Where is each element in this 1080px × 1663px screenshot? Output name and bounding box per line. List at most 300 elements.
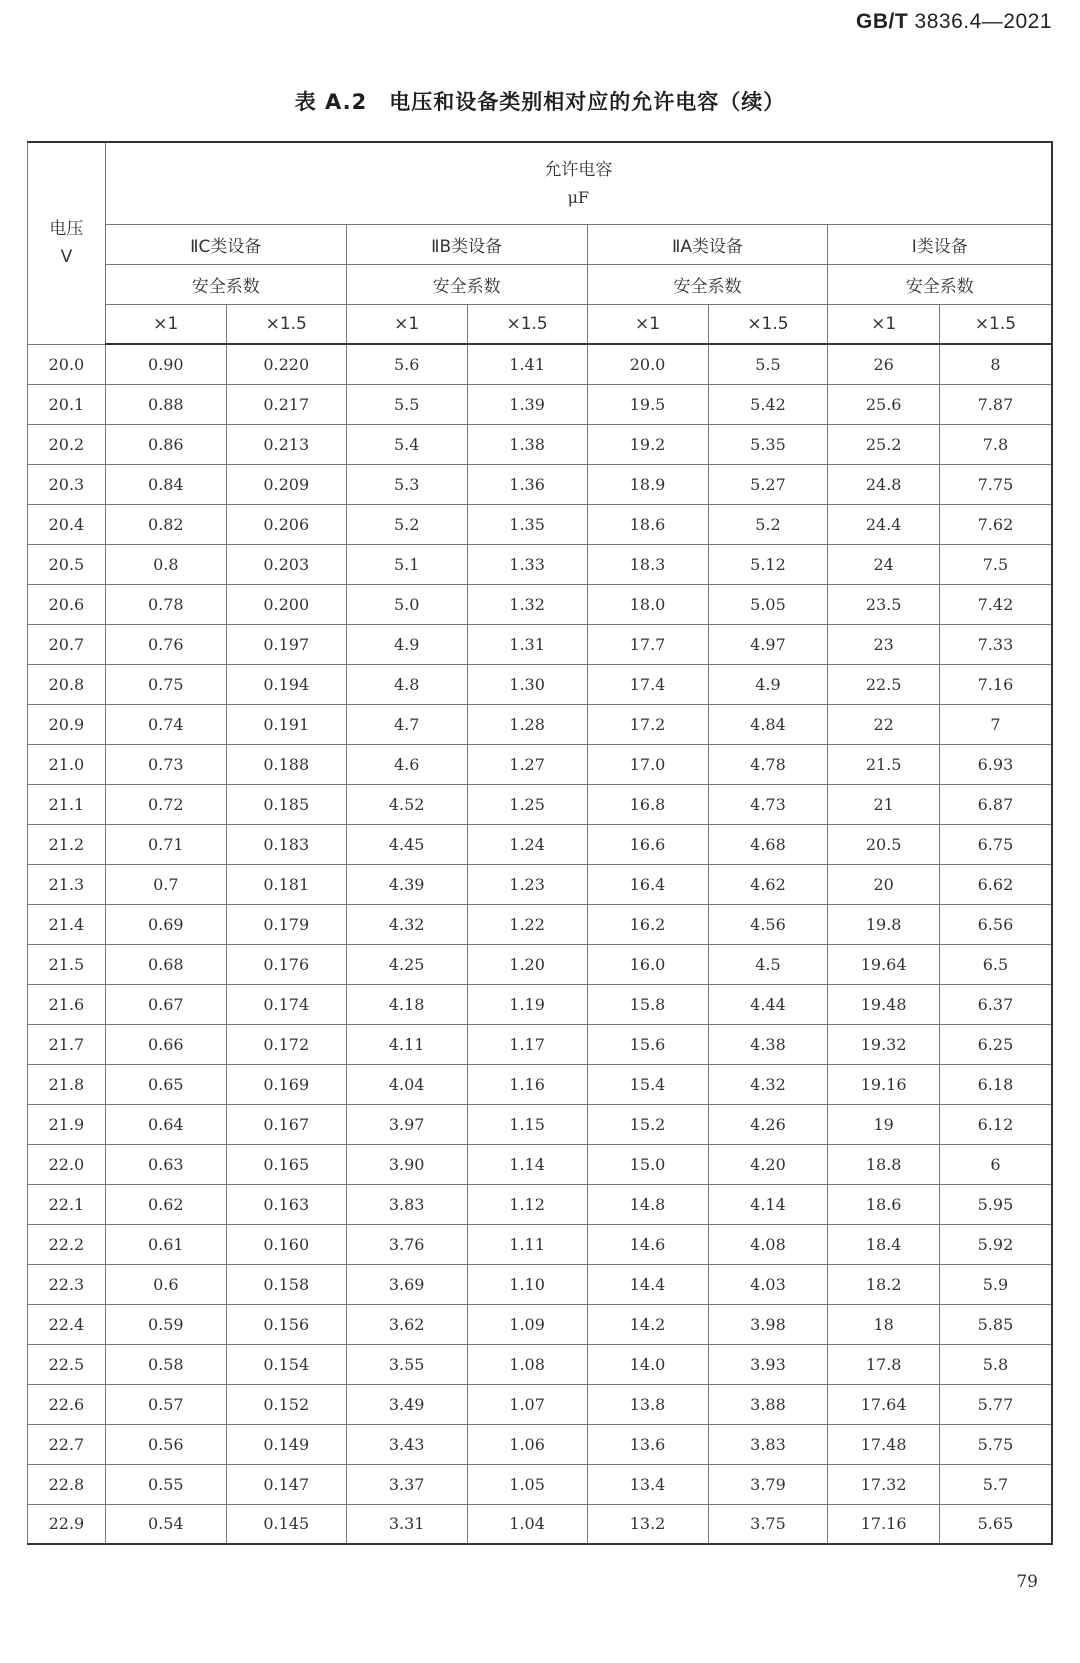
capacitance-cell: 14.4 bbox=[587, 1264, 708, 1304]
capacitance-cell: 0.72 bbox=[105, 784, 226, 824]
capacitance-cell: 1.20 bbox=[467, 944, 587, 984]
voltage-cell: 22.1 bbox=[28, 1184, 106, 1224]
table-row bbox=[28, 1024, 1053, 1064]
capacitance-cell: 1.27 bbox=[467, 744, 587, 784]
capacitance-cell: 1.39 bbox=[467, 384, 587, 424]
capacitance-cell: 0.61 bbox=[105, 1224, 226, 1264]
capacitance-cell: 4.7 bbox=[346, 704, 467, 744]
capacitance-cell: 16.6 bbox=[587, 824, 708, 864]
capacitance-cell: 4.8 bbox=[346, 664, 467, 704]
capacitance-header bbox=[105, 142, 1052, 224]
capacitance-cell: 15.0 bbox=[587, 1144, 708, 1184]
capacitance-cell: 5.12 bbox=[708, 544, 828, 584]
capacitance-cell: 19 bbox=[828, 1104, 939, 1144]
table-row bbox=[28, 904, 1053, 944]
capacitance-cell: 3.31 bbox=[346, 1504, 467, 1544]
capacitance-cell: 0.55 bbox=[105, 1464, 226, 1504]
voltage-cell: 22.3 bbox=[28, 1264, 106, 1304]
capacitance-cell: 5.3 bbox=[346, 464, 467, 504]
capacitance-cell: 0.206 bbox=[226, 504, 346, 544]
table-row bbox=[28, 1184, 1053, 1224]
voltage-cell: 21.4 bbox=[28, 904, 106, 944]
capacitance-cell: 1.41 bbox=[467, 344, 587, 384]
table-row bbox=[28, 784, 1053, 824]
capacitance-cell: 4.68 bbox=[708, 824, 828, 864]
capacitance-cell: 3.62 bbox=[346, 1304, 467, 1344]
capacitance-cell: 0.67 bbox=[105, 984, 226, 1024]
voltage-cell: 22.9 bbox=[28, 1504, 106, 1544]
capacitance-cell: 0.209 bbox=[226, 464, 346, 504]
capacitance-cell: 4.32 bbox=[346, 904, 467, 944]
capacitance-cell: 1.09 bbox=[467, 1304, 587, 1344]
voltage-cell: 21.2 bbox=[28, 824, 106, 864]
capacitance-cell: 6.25 bbox=[939, 1024, 1052, 1064]
capacitance-cell: 19.64 bbox=[828, 944, 939, 984]
capacitance-cell: 1.14 bbox=[467, 1144, 587, 1184]
capacitance-cell: 4.5 bbox=[708, 944, 828, 984]
capacitance-cell: 0.191 bbox=[226, 704, 346, 744]
table-row bbox=[28, 944, 1053, 984]
capacitance-unit: μF bbox=[567, 188, 590, 208]
capacitance-cell: 1.05 bbox=[467, 1464, 587, 1504]
capacitance-cell: 5.35 bbox=[708, 424, 828, 464]
voltage-cell: 22.6 bbox=[28, 1384, 106, 1424]
group-header: ⅡB类设备 bbox=[346, 224, 587, 264]
capacitance-cell: 18 bbox=[828, 1304, 939, 1344]
voltage-cell: 20.1 bbox=[28, 384, 106, 424]
capacitance-cell: 1.19 bbox=[467, 984, 587, 1024]
capacitance-cell: 7.75 bbox=[939, 464, 1052, 504]
voltage-cell: 20.7 bbox=[28, 624, 106, 664]
capacitance-cell: 8 bbox=[939, 344, 1052, 384]
capacitance-cell: 0.188 bbox=[226, 744, 346, 784]
capacitance-cell: 4.20 bbox=[708, 1144, 828, 1184]
capacitance-cell: 1.23 bbox=[467, 864, 587, 904]
capacitance-cell: 4.14 bbox=[708, 1184, 828, 1224]
capacitance-cell: 0.63 bbox=[105, 1144, 226, 1184]
safety-factor-row bbox=[28, 264, 1053, 304]
voltage-cell: 21.5 bbox=[28, 944, 106, 984]
capacitance-cell: 1.11 bbox=[467, 1224, 587, 1264]
capacitance-cell: 0.152 bbox=[226, 1384, 346, 1424]
capacitance-cell: 1.07 bbox=[467, 1384, 587, 1424]
capacitance-cell: 0.82 bbox=[105, 504, 226, 544]
capacitance-cell: 0.179 bbox=[226, 904, 346, 944]
capacitance-cell: 0.176 bbox=[226, 944, 346, 984]
capacitance-cell: 0.156 bbox=[226, 1304, 346, 1344]
table-row bbox=[28, 1264, 1053, 1304]
voltage-cell: 21.3 bbox=[28, 864, 106, 904]
voltage-cell: 22.5 bbox=[28, 1344, 106, 1384]
table-row bbox=[28, 504, 1053, 544]
page-number: 79 bbox=[1016, 1572, 1038, 1592]
capacitance-cell: 5.75 bbox=[939, 1424, 1052, 1464]
voltage-cell: 20.4 bbox=[28, 504, 106, 544]
capacitance-cell: 0.64 bbox=[105, 1104, 226, 1144]
table-body bbox=[28, 344, 1053, 1544]
table-row bbox=[28, 1504, 1053, 1544]
capacitance-cell: 13.2 bbox=[587, 1504, 708, 1544]
capacitance-cell: 24 bbox=[828, 544, 939, 584]
table-row bbox=[28, 1224, 1053, 1264]
capacitance-cell: 5.4 bbox=[346, 424, 467, 464]
capacitance-cell: 7.87 bbox=[939, 384, 1052, 424]
safety-factor-header: 安全系数 bbox=[346, 264, 587, 304]
factor-header: ×1.5 bbox=[708, 304, 828, 344]
table-row bbox=[28, 744, 1053, 784]
table-title bbox=[0, 86, 1080, 116]
capacitance-cell: 4.73 bbox=[708, 784, 828, 824]
capacitance-cell: 14.2 bbox=[587, 1304, 708, 1344]
voltage-cell: 20.0 bbox=[28, 344, 106, 384]
capacitance-cell: 15.2 bbox=[587, 1104, 708, 1144]
capacitance-cell: 17.2 bbox=[587, 704, 708, 744]
capacitance-cell: 4.18 bbox=[346, 984, 467, 1024]
capacitance-cell: 7.16 bbox=[939, 664, 1052, 704]
table-caption: 电压和设备类别相对应的允许电容（续） bbox=[389, 90, 786, 114]
factor-header: ×1.5 bbox=[467, 304, 587, 344]
capacitance-cell: 25.6 bbox=[828, 384, 939, 424]
capacitance-cell: 0.165 bbox=[226, 1144, 346, 1184]
capacitance-cell: 3.93 bbox=[708, 1344, 828, 1384]
capacitance-cell: 0.197 bbox=[226, 624, 346, 664]
capacitance-cell: 0.76 bbox=[105, 624, 226, 664]
capacitance-cell: 1.08 bbox=[467, 1344, 587, 1384]
capacitance-cell: 0.59 bbox=[105, 1304, 226, 1344]
capacitance-cell: 26 bbox=[828, 344, 939, 384]
table-row bbox=[28, 464, 1053, 504]
voltage-cell: 20.5 bbox=[28, 544, 106, 584]
capacitance-cell: 7 bbox=[939, 704, 1052, 744]
capacitance-cell: 1.32 bbox=[467, 584, 587, 624]
capacitance-cell: 1.36 bbox=[467, 464, 587, 504]
capacitance-cell: 18.4 bbox=[828, 1224, 939, 1264]
capacitance-cell: 4.6 bbox=[346, 744, 467, 784]
capacitance-cell: 6.87 bbox=[939, 784, 1052, 824]
capacitance-cell: 18.6 bbox=[828, 1184, 939, 1224]
capacitance-cell: 5.77 bbox=[939, 1384, 1052, 1424]
capacitance-cell: 3.98 bbox=[708, 1304, 828, 1344]
factor-header: ×1.5 bbox=[939, 304, 1052, 344]
table-row bbox=[28, 984, 1053, 1024]
capacitance-cell: 4.97 bbox=[708, 624, 828, 664]
capacitance-cell: 19.5 bbox=[587, 384, 708, 424]
capacitance-cell: 17.16 bbox=[828, 1504, 939, 1544]
table-row bbox=[28, 624, 1053, 664]
capacitance-cell: 5.0 bbox=[346, 584, 467, 624]
capacitance-cell: 3.37 bbox=[346, 1464, 467, 1504]
table-row bbox=[28, 864, 1053, 904]
capacitance-cell: 5.85 bbox=[939, 1304, 1052, 1344]
capacitance-cell: 7.8 bbox=[939, 424, 1052, 464]
capacitance-cell: 23.5 bbox=[828, 584, 939, 624]
capacitance-cell: 1.30 bbox=[467, 664, 587, 704]
capacitance-cell: 6.56 bbox=[939, 904, 1052, 944]
capacitance-cell: 14.0 bbox=[587, 1344, 708, 1384]
capacitance-cell: 0.65 bbox=[105, 1064, 226, 1104]
capacitance-cell: 5.05 bbox=[708, 584, 828, 624]
voltage-unit: V bbox=[60, 247, 73, 268]
capacitance-cell: 0.73 bbox=[105, 744, 226, 784]
table-row bbox=[28, 424, 1053, 464]
table-row bbox=[28, 664, 1053, 704]
capacitance-cell: 4.45 bbox=[346, 824, 467, 864]
capacitance-cell: 23 bbox=[828, 624, 939, 664]
capacitance-cell: 0.7 bbox=[105, 864, 226, 904]
capacitance-cell: 7.33 bbox=[939, 624, 1052, 664]
capacitance-cell: 1.24 bbox=[467, 824, 587, 864]
capacitance-cell: 0.69 bbox=[105, 904, 226, 944]
voltage-cell: 20.2 bbox=[28, 424, 106, 464]
capacitance-cell: 19.8 bbox=[828, 904, 939, 944]
capacitance-cell: 21 bbox=[828, 784, 939, 824]
capacitance-cell: 0.57 bbox=[105, 1384, 226, 1424]
capacitance-cell: 3.55 bbox=[346, 1344, 467, 1384]
capacitance-cell: 24.8 bbox=[828, 464, 939, 504]
capacitance-cell: 5.2 bbox=[346, 504, 467, 544]
capacitance-cell: 5.8 bbox=[939, 1344, 1052, 1384]
group-header: ⅡC类设备 bbox=[105, 224, 346, 264]
standard-number bbox=[856, 10, 1052, 34]
table-row bbox=[28, 824, 1053, 864]
factor-header: ×1.5 bbox=[226, 304, 346, 344]
capacitance-cell: 0.169 bbox=[226, 1064, 346, 1104]
capacitance-cell: 4.08 bbox=[708, 1224, 828, 1264]
capacitance-cell: 4.62 bbox=[708, 864, 828, 904]
capacitance-cell: 16.8 bbox=[587, 784, 708, 824]
capacitance-cell: 0.172 bbox=[226, 1024, 346, 1064]
voltage-cell: 21.1 bbox=[28, 784, 106, 824]
capacitance-cell: 6.5 bbox=[939, 944, 1052, 984]
capacitance-cell: 1.12 bbox=[467, 1184, 587, 1224]
capacitance-cell: 16.0 bbox=[587, 944, 708, 984]
capacitance-cell: 20 bbox=[828, 864, 939, 904]
capacitance-cell: 4.39 bbox=[346, 864, 467, 904]
capacitance-cell: 6.75 bbox=[939, 824, 1052, 864]
voltage-cell: 21.7 bbox=[28, 1024, 106, 1064]
capacitance-cell: 0.78 bbox=[105, 584, 226, 624]
capacitance-cell: 13.6 bbox=[587, 1424, 708, 1464]
capacitance-cell: 0.217 bbox=[226, 384, 346, 424]
capacitance-cell: 5.65 bbox=[939, 1504, 1052, 1544]
table-row bbox=[28, 1384, 1053, 1424]
voltage-label: 电压 bbox=[49, 219, 84, 240]
capacitance-cell: 17.4 bbox=[587, 664, 708, 704]
capacitance-cell: 20.0 bbox=[587, 344, 708, 384]
capacitance-cell: 4.26 bbox=[708, 1104, 828, 1144]
capacitance-cell: 1.10 bbox=[467, 1264, 587, 1304]
capacitance-cell: 0.90 bbox=[105, 344, 226, 384]
capacitance-cell: 17.8 bbox=[828, 1344, 939, 1384]
capacitance-cell: 3.43 bbox=[346, 1424, 467, 1464]
group-header: ⅡA类设备 bbox=[587, 224, 828, 264]
voltage-cell: 20.3 bbox=[28, 464, 106, 504]
capacitance-cell: 1.15 bbox=[467, 1104, 587, 1144]
capacitance-cell: 3.97 bbox=[346, 1104, 467, 1144]
capacitance-cell: 19.48 bbox=[828, 984, 939, 1024]
capacitance-cell: 1.22 bbox=[467, 904, 587, 944]
capacitance-cell: 4.52 bbox=[346, 784, 467, 824]
capacitance-cell: 3.75 bbox=[708, 1504, 828, 1544]
voltage-cell: 22.2 bbox=[28, 1224, 106, 1264]
capacitance-cell: 3.49 bbox=[346, 1384, 467, 1424]
capacitance-cell: 6 bbox=[939, 1144, 1052, 1184]
factor-header: ×1 bbox=[828, 304, 939, 344]
capacitance-cell: 4.11 bbox=[346, 1024, 467, 1064]
capacitance-cell: 6.18 bbox=[939, 1064, 1052, 1104]
capacitance-cell: 7.62 bbox=[939, 504, 1052, 544]
capacitance-cell: 6.12 bbox=[939, 1104, 1052, 1144]
capacitance-cell: 1.28 bbox=[467, 704, 587, 744]
capacitance-cell: 1.35 bbox=[467, 504, 587, 544]
capacitance-cell: 0.181 bbox=[226, 864, 346, 904]
capacitance-cell: 0.88 bbox=[105, 384, 226, 424]
capacitance-cell: 18.9 bbox=[587, 464, 708, 504]
capacitance-cell: 0.8 bbox=[105, 544, 226, 584]
capacitance-cell: 4.56 bbox=[708, 904, 828, 944]
capacitance-cell: 6.93 bbox=[939, 744, 1052, 784]
table-row bbox=[28, 344, 1053, 384]
capacitance-cell: 1.17 bbox=[467, 1024, 587, 1064]
capacitance-cell: 0.167 bbox=[226, 1104, 346, 1144]
capacitance-cell: 17.7 bbox=[587, 624, 708, 664]
group-header: Ⅰ类设备 bbox=[828, 224, 1052, 264]
capacitance-cell: 18.8 bbox=[828, 1144, 939, 1184]
capacitance-cell: 17.32 bbox=[828, 1464, 939, 1504]
standard-id: 3836.4—2021 bbox=[914, 10, 1052, 33]
capacitance-cell: 1.38 bbox=[467, 424, 587, 464]
capacitance-cell: 0.54 bbox=[105, 1504, 226, 1544]
capacitance-cell: 3.83 bbox=[708, 1424, 828, 1464]
capacitance-cell: 3.88 bbox=[708, 1384, 828, 1424]
capacitance-cell: 0.75 bbox=[105, 664, 226, 704]
capacitance-cell: 15.4 bbox=[587, 1064, 708, 1104]
capacitance-cell: 0.145 bbox=[226, 1504, 346, 1544]
capacitance-cell: 0.68 bbox=[105, 944, 226, 984]
table-row bbox=[28, 1064, 1053, 1104]
capacitance-cell: 5.95 bbox=[939, 1184, 1052, 1224]
capacitance-cell: 5.42 bbox=[708, 384, 828, 424]
capacitance-cell: 20.5 bbox=[828, 824, 939, 864]
capacitance-cell: 17.48 bbox=[828, 1424, 939, 1464]
capacitance-cell: 14.6 bbox=[587, 1224, 708, 1264]
capacitance-cell: 5.5 bbox=[346, 384, 467, 424]
table-label: 表 A.2 bbox=[294, 90, 368, 114]
standard-code: GB/T bbox=[856, 10, 909, 33]
capacitance-cell: 1.25 bbox=[467, 784, 587, 824]
table-row bbox=[28, 1424, 1053, 1464]
capacitance-cell: 4.9 bbox=[346, 624, 467, 664]
capacitance-cell: 4.84 bbox=[708, 704, 828, 744]
factor-header: ×1 bbox=[105, 304, 226, 344]
capacitance-cell: 13.8 bbox=[587, 1384, 708, 1424]
capacitance-cell: 6.37 bbox=[939, 984, 1052, 1024]
capacitance-cell: 6.62 bbox=[939, 864, 1052, 904]
voltage-cell: 21.9 bbox=[28, 1104, 106, 1144]
capacitance-cell: 25.2 bbox=[828, 424, 939, 464]
table-row bbox=[28, 1304, 1053, 1344]
capacitance-cell: 0.154 bbox=[226, 1344, 346, 1384]
capacitance-cell: 3.76 bbox=[346, 1224, 467, 1264]
capacitance-cell: 1.06 bbox=[467, 1424, 587, 1464]
voltage-cell: 22.4 bbox=[28, 1304, 106, 1344]
voltage-cell: 22.0 bbox=[28, 1144, 106, 1184]
capacitance-cell: 15.8 bbox=[587, 984, 708, 1024]
capacitance-cell: 21.5 bbox=[828, 744, 939, 784]
capacitance-cell: 0.71 bbox=[105, 824, 226, 864]
voltage-header bbox=[28, 142, 106, 344]
safety-factor-header: 安全系数 bbox=[105, 264, 346, 304]
capacitance-cell: 7.42 bbox=[939, 584, 1052, 624]
capacitance-cell: 15.6 bbox=[587, 1024, 708, 1064]
capacitance-cell: 0.194 bbox=[226, 664, 346, 704]
table-row bbox=[28, 544, 1053, 584]
capacitance-cell: 4.25 bbox=[346, 944, 467, 984]
table-row bbox=[28, 584, 1053, 624]
voltage-cell: 21.8 bbox=[28, 1064, 106, 1104]
capacitance-cell: 0.163 bbox=[226, 1184, 346, 1224]
capacitance-cell: 3.79 bbox=[708, 1464, 828, 1504]
capacitance-cell: 0.147 bbox=[226, 1464, 346, 1504]
capacitance-cell: 18.2 bbox=[828, 1264, 939, 1304]
capacitance-cell: 7.5 bbox=[939, 544, 1052, 584]
capacitance-cell: 0.6 bbox=[105, 1264, 226, 1304]
capacitance-cell: 4.32 bbox=[708, 1064, 828, 1104]
capacitance-cell: 24.4 bbox=[828, 504, 939, 544]
capacitance-cell: 4.44 bbox=[708, 984, 828, 1024]
capacitance-cell: 0.74 bbox=[105, 704, 226, 744]
capacitance-cell: 18.6 bbox=[587, 504, 708, 544]
capacitance-cell: 1.31 bbox=[467, 624, 587, 664]
capacitance-cell: 5.2 bbox=[708, 504, 828, 544]
capacitance-cell: 4.03 bbox=[708, 1264, 828, 1304]
capacitance-cell: 4.78 bbox=[708, 744, 828, 784]
capacitance-cell: 4.04 bbox=[346, 1064, 467, 1104]
capacitance-cell: 5.6 bbox=[346, 344, 467, 384]
voltage-cell: 22.8 bbox=[28, 1464, 106, 1504]
factor-header: ×1 bbox=[346, 304, 467, 344]
capacitance-cell: 18.0 bbox=[587, 584, 708, 624]
voltage-cell: 22.7 bbox=[28, 1424, 106, 1464]
capacitance-cell: 19.32 bbox=[828, 1024, 939, 1064]
capacitance-cell: 3.83 bbox=[346, 1184, 467, 1224]
capacitance-cell: 5.7 bbox=[939, 1464, 1052, 1504]
capacitance-cell: 1.33 bbox=[467, 544, 587, 584]
capacitance-cell: 0.58 bbox=[105, 1344, 226, 1384]
capacitance-cell: 0.160 bbox=[226, 1224, 346, 1264]
table-row bbox=[28, 1144, 1053, 1184]
capacitance-cell: 0.200 bbox=[226, 584, 346, 624]
table-row bbox=[28, 1104, 1053, 1144]
capacitance-label: 允许电容 bbox=[544, 160, 613, 181]
safety-factor-header: 安全系数 bbox=[828, 264, 1052, 304]
capacitance-cell: 5.5 bbox=[708, 344, 828, 384]
capacitance-cell: 4.38 bbox=[708, 1024, 828, 1064]
capacitance-cell: 14.8 bbox=[587, 1184, 708, 1224]
voltage-cell: 20.9 bbox=[28, 704, 106, 744]
capacitance-cell: 5.9 bbox=[939, 1264, 1052, 1304]
table-row bbox=[28, 1464, 1053, 1504]
capacitance-cell: 4.9 bbox=[708, 664, 828, 704]
capacitance-cell: 5.92 bbox=[939, 1224, 1052, 1264]
capacitance-cell: 19.2 bbox=[587, 424, 708, 464]
capacitance-cell: 17.64 bbox=[828, 1384, 939, 1424]
capacitance-cell: 3.90 bbox=[346, 1144, 467, 1184]
capacitance-cell: 17.0 bbox=[587, 744, 708, 784]
capacitance-cell: 0.185 bbox=[226, 784, 346, 824]
capacitance-table bbox=[27, 141, 1053, 1545]
capacitance-cell: 5.27 bbox=[708, 464, 828, 504]
